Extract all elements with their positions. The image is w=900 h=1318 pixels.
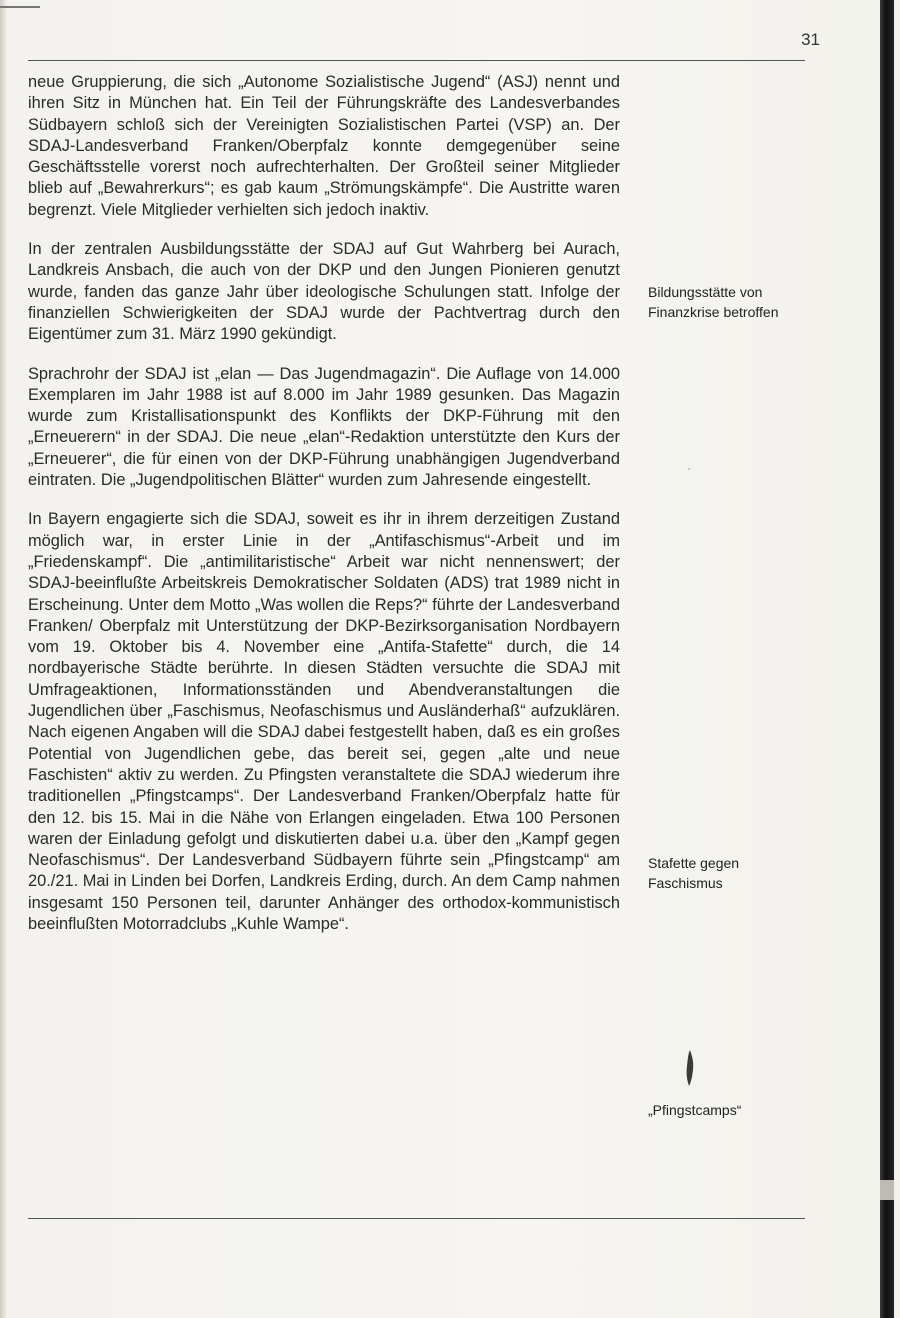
paper-speck	[688, 468, 690, 470]
corner-line	[0, 6, 40, 8]
header-rule	[28, 60, 805, 61]
margin-note-bildungsstaette: Bildungsstätte von Finanzkrise betroffen	[648, 284, 779, 320]
page-number: 31	[801, 30, 820, 49]
footer-rule	[28, 1218, 805, 1219]
ink-mark-icon	[683, 1048, 697, 1088]
page-left-edge	[0, 0, 6, 1318]
paragraph-4: In Bayern engagierte sich die SDAJ, soweit es ihr in ihrem derzeitigen Zustand möglich war, in erster Linie in der „Antifaschismus“-Arbeit und im „Friedenskampf“. Die „antimilitaristische“ Arbeit war nicht nennenswert; der SDAJ-beeinflußte Arbeitskreis Demokratischer Soldaten (ADS) trat 1989 nicht in Erscheinung. Unter dem Motto „Was wollen die Reps?“ führte der Landesverband Franken/ Oberpfalz mit Unterstützung der DKP-Bezirksorganisation Nordbayern vom 19. Oktober bis 4. November eine „Antifa-Stafette“ durch, die 14 nordbayerische Städte berührte. In diesen Städten versuchte die SDAJ mit Umfrageaktionen, Informationsständen und Abendveranstaltungen die Jugendlichen über „Faschismus, Neofaschismus und Ausländerhaß“ aufzuklären. Nach eigenen Angaben will die SDAJ dabei festgestellt haben, daß es ein großes Potential von Jugendlichen gebe, das bereit sei, gegen „alte und neue Faschisten“ aktiv zu werden. Zu Pfingsten veranstaltete die SDAJ wiederum ihre traditionellen „Pfingstcamps“. Der Landesverband Franken/Oberpfalz hatte für den 12. bis 15. Mai in die Nähe von Erlangen eingeladen. Etwa 100 Personen waren der Einladung gefolgt und diskutierten dabei u.a. über den „Kampf gegen Neofaschismus“. Der Landesverband Südbayern führte sein „Pfingstcamp“ am 20./21. Mai in Linden bei Dorfen, Landkreis Erding, durch. An dem Camp nahmen insgesamt 150 Personen teil, darunter Anhänger des orthodox-kommunistisch beeinflußten Motorradclubs „Kuhle Wampe“.	[28, 510, 620, 933]
paragraph-2: In der zentralen Ausbildungsstätte der SDAJ auf Gut Wahrberg bei Aurach, Landkreis Ansbach, die auch von der DKP und den Jungen Pionieren genutzt wurde, fanden das ganze Jahr über ideologische Schulungen statt. Infolge der finanziellen Schwierigkeiten der SDAJ wurde der Pachtvertrag durch den Eigentümer zum 31. März 1990 gekündigt.	[28, 240, 620, 344]
margin-note-pfingstcamps: „Pfingstcamps“	[648, 1102, 742, 1118]
paragraph-3: Sprachrohr der SDAJ ist „elan — Das Jugendmagazin“. Die Auflage von 14.000 Exemplaren im Jahr 1988 ist auf 8.000 im Jahr 1989 gesunken. Das Magazin wurde zum Kristallisationspunkt des Konflikts der DKP-Führung mit den „Erneuerern“ in der SDAJ. Die neue „elan“-Redaktion unterstützte den Kurs der „Erneuerer“, die für einen von der DKP-Führung unabhängigen Jugendverband eintraten. Die „Jugendpolitischen Blätter“ wurden zum Jahresende eingestellt.	[28, 364, 620, 490]
paragraph-1: neue Gruppierung, die sich „Autonome Sozialistische Jugend“ (ASJ) nennt und ihren Sitz in München hat. Ein Teil der Führungskräfte des Landesverbandes Südbayern schloß sich der Vereinigten Sozialistischen Partei (VSP) an. Der SDAJ-Landesverband Franken/Oberpfalz konnte demgegenüber seine Geschäftsstelle vorerst noch aufrechterhalten. Der Großteil seiner Mitglieder blieb auf „Bewahrerkurs“; es gab kaum „Strömungskämpfe“. Die Austritte waren begrenzt. Viele Mitglieder verhielten sich jedoch inaktiv.	[28, 73, 620, 219]
main-text-column	[28, 72, 620, 953]
margin-note-stafette: Stafette gegen Faschismus	[648, 855, 740, 891]
binding-edge-gap	[880, 1180, 894, 1200]
binding-edge	[880, 0, 894, 1318]
